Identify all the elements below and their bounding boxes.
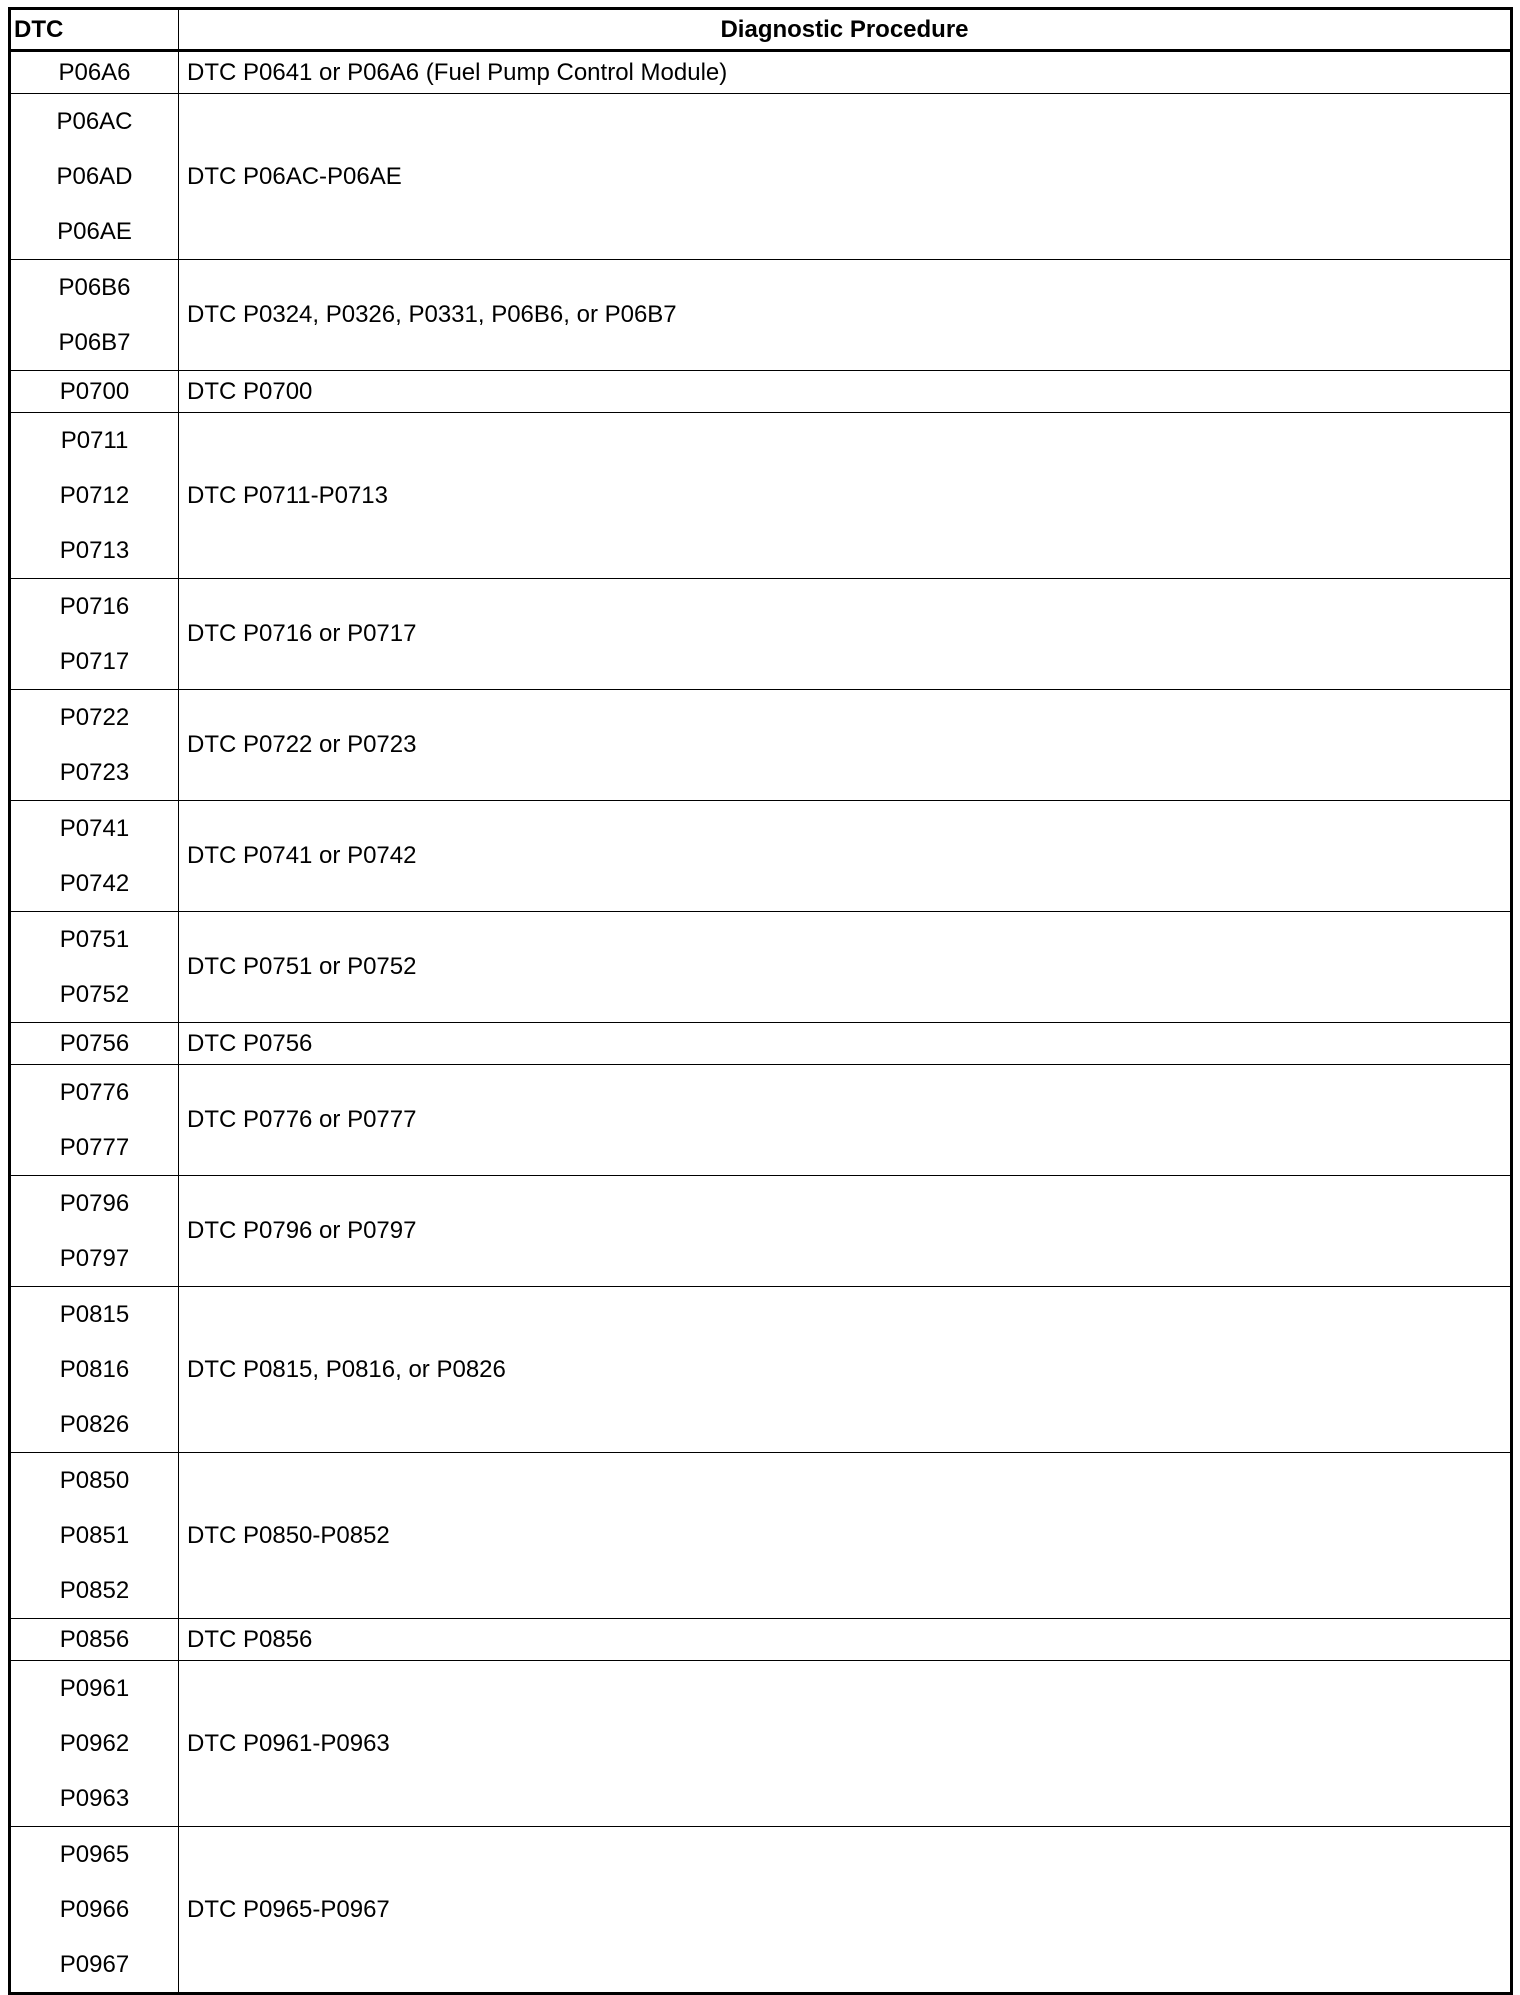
table-row: [10, 51, 1512, 94]
table-row: [10, 1023, 1512, 1065]
dtc-code: P0776: [59, 1079, 130, 1106]
diagnostic-procedure-cell: DTC P0796 or P0797: [179, 1176, 1512, 1287]
dtc-code: P0722: [59, 704, 130, 731]
dtc-codes-cell: [10, 51, 179, 94]
dtc-code: P0711: [60, 427, 129, 454]
diagnostic-procedure-cell: DTC P0700: [179, 371, 1512, 413]
dtc-codes-cell: [10, 912, 179, 1023]
dtc-procedure-table: [8, 7, 1513, 1995]
table-row: [10, 413, 1512, 579]
dtc-code: P0965: [59, 1841, 130, 1868]
table-row: [10, 1065, 1512, 1176]
dtc-codes-cell: [10, 1287, 179, 1453]
dtc-code: P0851: [59, 1522, 130, 1549]
diagnostic-procedure-cell: DTC P0324, P0326, P0331, P06B6, or P06B7: [179, 260, 1512, 371]
diagnostic-procedure-cell: DTC P0850-P0852: [179, 1453, 1512, 1619]
dtc-code: P0713: [59, 537, 130, 564]
table-row: [10, 1287, 1512, 1453]
table-row: [10, 1827, 1512, 1994]
dtc-code: P0742: [59, 870, 130, 897]
diagnostic-procedure-cell: DTC P0741 or P0742: [179, 801, 1512, 912]
dtc-code: P0756: [59, 1030, 130, 1057]
dtc-codes-cell: [10, 801, 179, 912]
dtc-code: P0751: [59, 926, 130, 953]
table-row: [10, 1176, 1512, 1287]
dtc-code: P06B7: [58, 329, 131, 356]
dtc-code: P0723: [59, 759, 130, 786]
dtc-code: P06AC: [56, 108, 133, 135]
table-row: [10, 690, 1512, 801]
table-row: [10, 1453, 1512, 1619]
table-body: [10, 51, 1512, 1994]
table-row: [10, 801, 1512, 912]
dtc-code: P0796: [59, 1190, 130, 1217]
header-row: [10, 9, 1512, 51]
dtc-codes-cell: [10, 1619, 179, 1661]
diagnostic-procedure-cell: DTC P0961-P0963: [179, 1661, 1512, 1827]
dtc-code: P0966: [59, 1896, 130, 1923]
dtc-code: P06A6: [58, 59, 131, 86]
diagnostic-procedure-cell: DTC P0776 or P0777: [179, 1065, 1512, 1176]
dtc-code: P0752: [59, 981, 130, 1008]
dtc-code: P0967: [59, 1951, 130, 1978]
dtc-code: P0962: [59, 1730, 130, 1757]
table-row: [10, 1661, 1512, 1827]
diagnostic-procedure-cell: DTC P06AC-P06AE: [179, 94, 1512, 260]
dtc-code: P0741: [59, 815, 130, 842]
header-diagnostic-procedure: Diagnostic Procedure: [179, 9, 1512, 51]
dtc-codes-cell: [10, 579, 179, 690]
header-dtc: DTC: [10, 9, 179, 51]
table-row: [10, 371, 1512, 413]
diagnostic-procedure-cell: DTC P0716 or P0717: [179, 579, 1512, 690]
diagnostic-procedure-cell: DTC P0751 or P0752: [179, 912, 1512, 1023]
dtc-code: P06B6: [58, 274, 131, 301]
dtc-codes-cell: [10, 94, 179, 260]
dtc-codes-cell: [10, 1023, 179, 1065]
dtc-code: P0815: [59, 1301, 130, 1328]
dtc-codes-cell: [10, 260, 179, 371]
diagnostic-procedure-cell: DTC P0756: [179, 1023, 1512, 1065]
table-row: [10, 94, 1512, 260]
dtc-code: P0717: [59, 648, 130, 675]
table-row: [10, 1619, 1512, 1661]
dtc-codes-cell: [10, 1453, 179, 1619]
dtc-code: P0852: [59, 1577, 130, 1604]
dtc-code: P0700: [59, 378, 130, 405]
dtc-codes-cell: [10, 371, 179, 413]
diagnostic-procedure-cell: DTC P0815, P0816, or P0826: [179, 1287, 1512, 1453]
dtc-code: P0797: [59, 1245, 130, 1272]
dtc-codes-cell: [10, 1661, 179, 1827]
dtc-code: P06AE: [57, 218, 132, 245]
table-row: [10, 579, 1512, 690]
table-row: [10, 260, 1512, 371]
table-row: [10, 912, 1512, 1023]
dtc-codes-cell: [10, 690, 179, 801]
dtc-code: P0777: [59, 1134, 130, 1161]
dtc-codes-cell: [10, 1827, 179, 1994]
diagnostic-procedure-cell: DTC P0722 or P0723: [179, 690, 1512, 801]
dtc-code: P0712: [59, 482, 130, 509]
diagnostic-procedure-cell: DTC P0711-P0713: [179, 413, 1512, 579]
dtc-code: P0816: [59, 1356, 130, 1383]
dtc-code: P0850: [59, 1467, 130, 1494]
dtc-code: P0961: [59, 1675, 130, 1702]
dtc-code: P0826: [59, 1411, 130, 1438]
dtc-code: P06AD: [56, 163, 133, 190]
dtc-codes-cell: [10, 413, 179, 579]
dtc-codes-cell: [10, 1176, 179, 1287]
dtc-code: P0963: [59, 1785, 130, 1812]
dtc-codes-cell: [10, 1065, 179, 1176]
diagnostic-procedure-cell: DTC P0856: [179, 1619, 1512, 1661]
diagnostic-procedure-cell: DTC P0965-P0967: [179, 1827, 1512, 1994]
diagnostic-procedure-cell: DTC P0641 or P06A6 (Fuel Pump Control Module): [179, 51, 1512, 94]
dtc-code: P0856: [59, 1626, 130, 1653]
dtc-code: P0716: [59, 593, 130, 620]
